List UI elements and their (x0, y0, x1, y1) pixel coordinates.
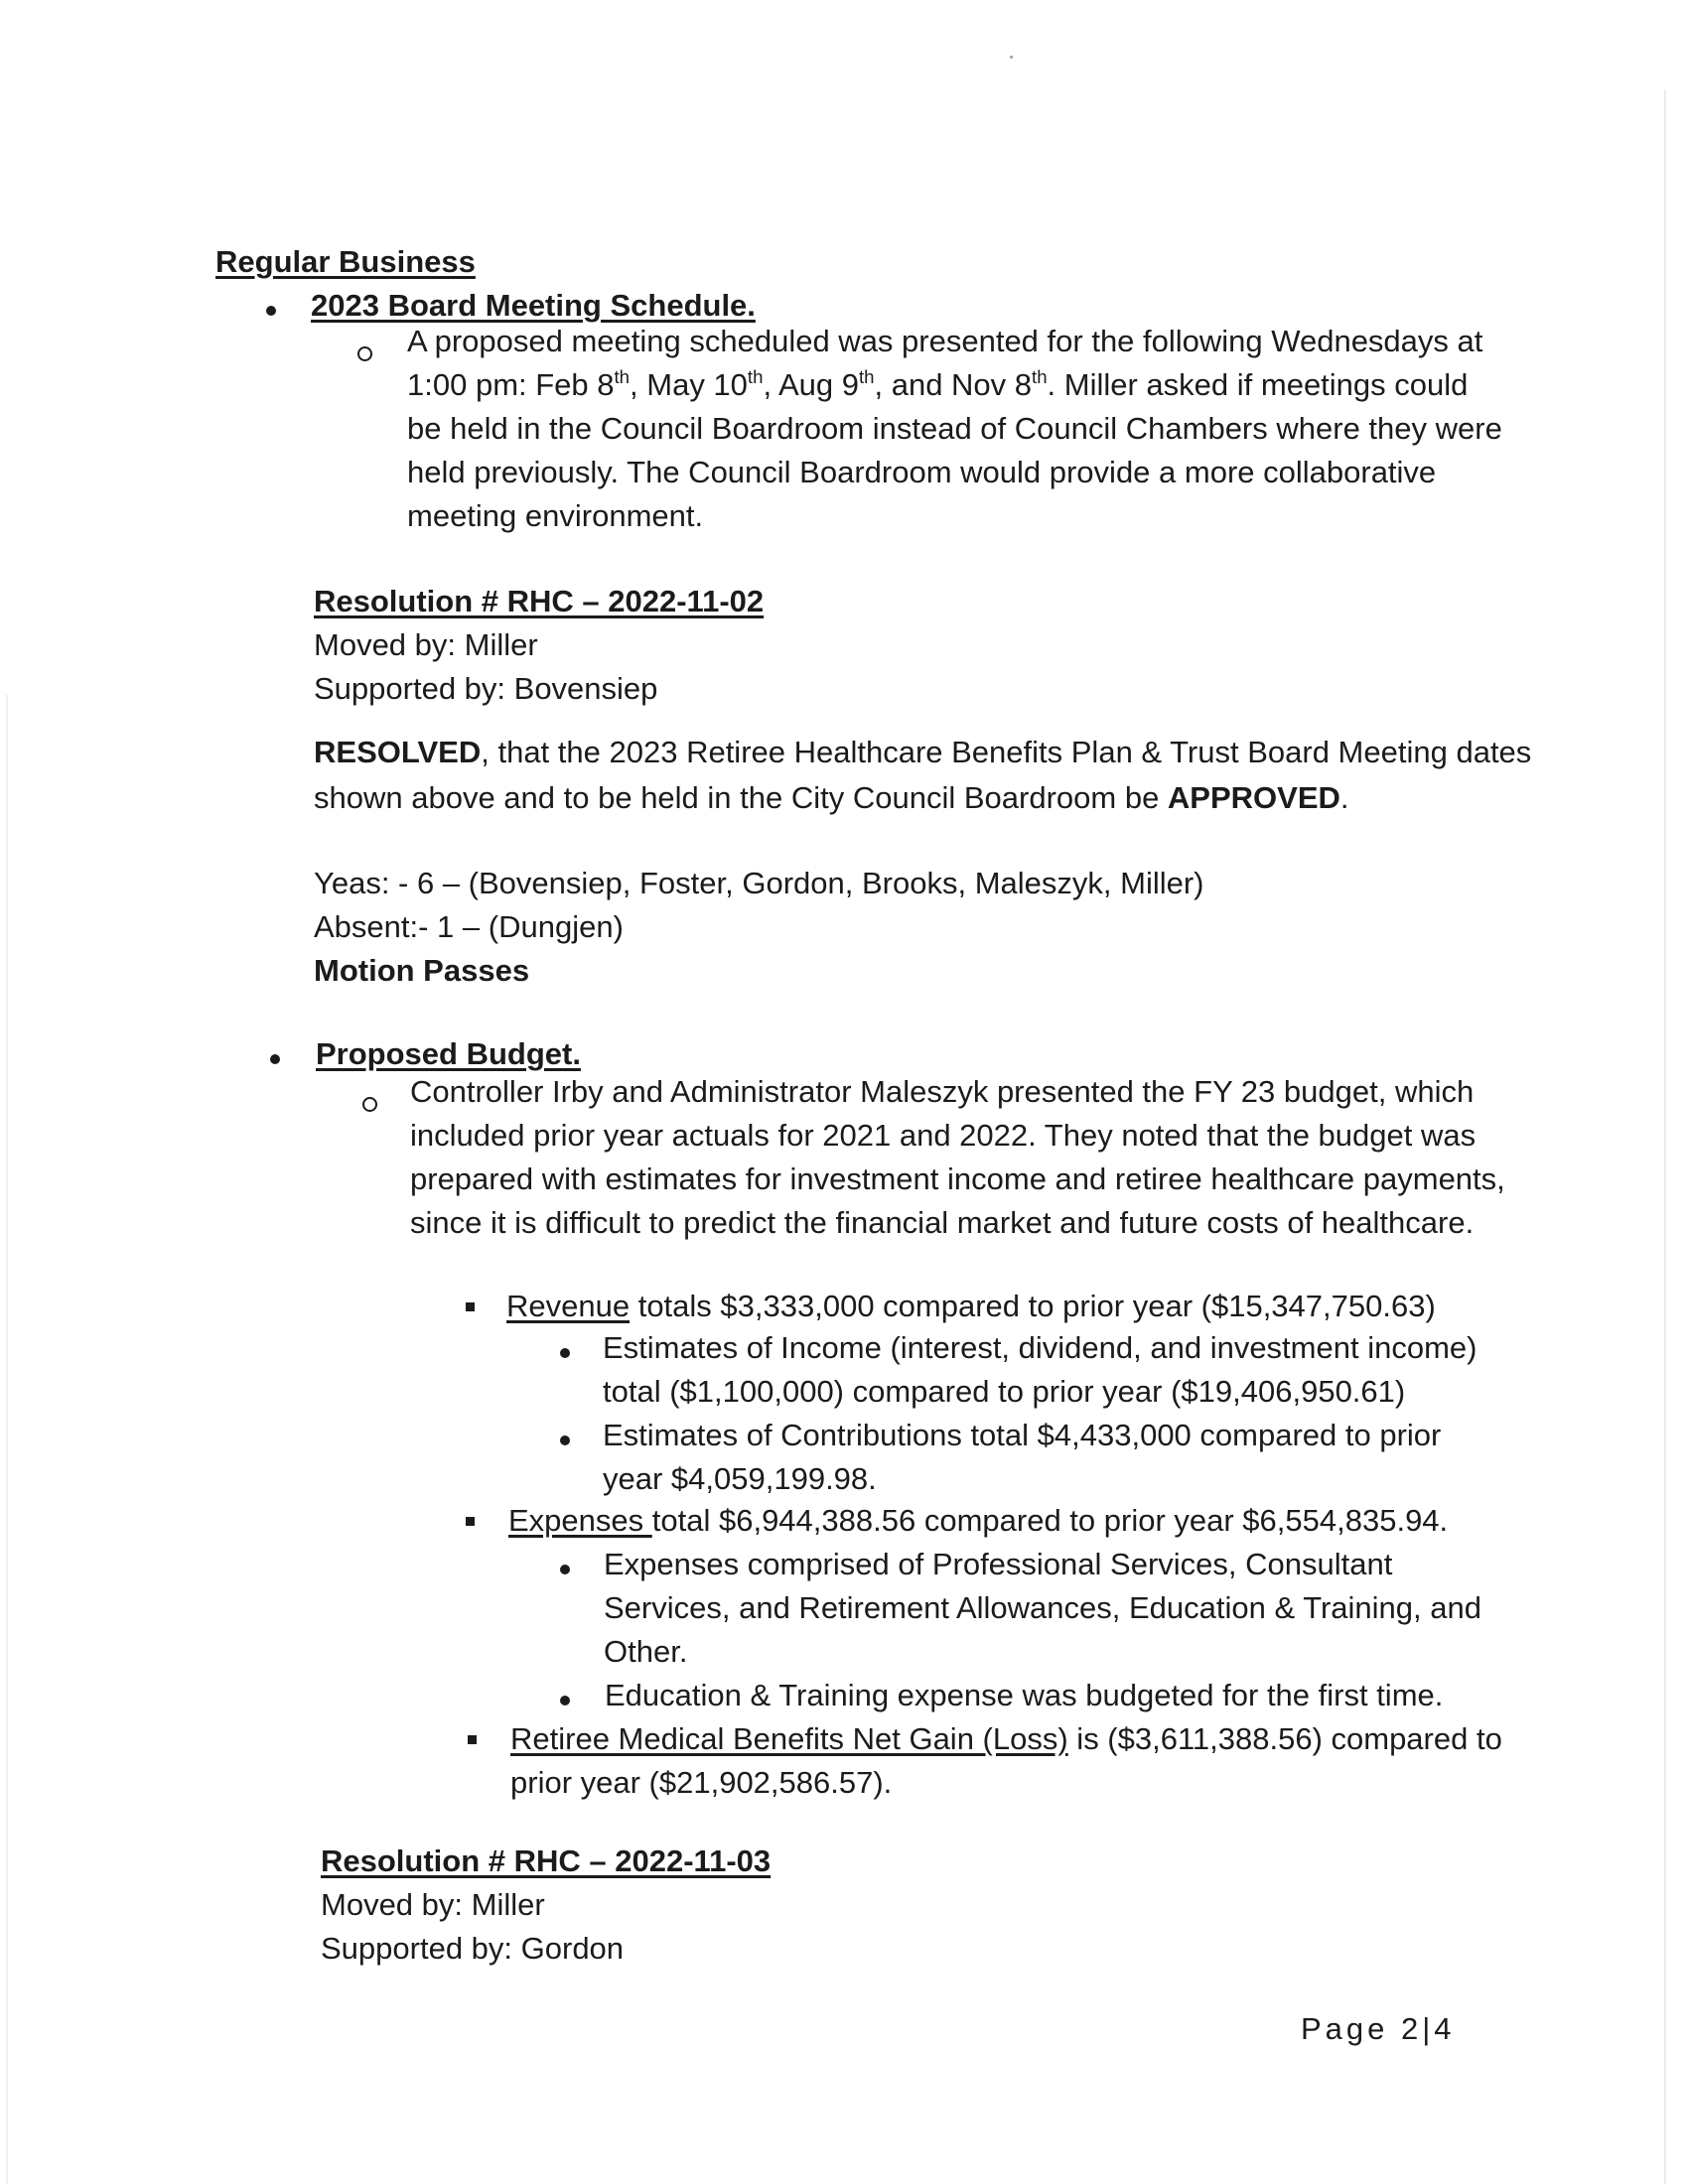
scan-speck (1010, 56, 1013, 59)
moved-by: Moved by: Miller (314, 627, 538, 662)
schedule-line: meeting environment. (407, 498, 704, 533)
motion-result: Motion Passes (314, 953, 530, 988)
section-heading: Regular Business (215, 244, 476, 279)
resolution-title: Resolution # RHC – 2022-11-02 (314, 584, 765, 618)
schedule-title: 2023 Board Meeting Schedule. (311, 288, 756, 323)
expenses-line: Expenses total $6,944,388.56 compared to prior year $6,554,835.94. (508, 1503, 1449, 1538)
bullet (560, 1565, 570, 1574)
income-estimate (603, 1326, 1477, 1414)
exp-comp-line: Services, and Retirement Allowances, Education & Training, and (604, 1590, 1481, 1625)
budget-line: Controller Irby and Administrator Maleszyk presented the FY 23 budget, which (410, 1074, 1475, 1109)
budget-paragraph (410, 1070, 1505, 1245)
square-bullet (468, 1735, 477, 1744)
bullet (560, 1348, 570, 1358)
budget-title: Proposed Budget. (316, 1036, 581, 1071)
income-line: Estimates of Income (interest, dividend, and investment income) (603, 1330, 1477, 1365)
sub-bullet (362, 1097, 377, 1112)
yeas-line: Yeas: - 6 – (Bovensiep, Foster, Gordon, Brooks, Maleszyk, Miller) (314, 866, 1204, 900)
resolved-line-1: RESOLVED, that the 2023 Retiree Healthcare Benefits Plan & Trust Board Meeting dates (314, 735, 1532, 769)
income-line: total ($1,100,000) compared to prior year ($19,406,950.61) (603, 1374, 1406, 1409)
schedule-line: A proposed meeting scheduled was presented for the following Wednesdays at (407, 324, 1483, 358)
schedule-paragraph (407, 320, 1502, 538)
budget-line: since it is difficult to predict the financial market and future costs of healthcare. (410, 1205, 1475, 1240)
page-number: Page 2|4 (1301, 2011, 1456, 2046)
budget-line: prepared with estimates for investment income and retiree healthcare payments, (410, 1161, 1505, 1196)
contrib-line: year $4,059,199.98. (603, 1461, 877, 1496)
revenue-line: Revenue totals $3,333,000 compared to prior year ($15,347,750.63) (506, 1289, 1436, 1323)
contrib-line: Estimates of Contributions total $4,433,000 compared to prior (603, 1418, 1442, 1452)
exp-comp-line: Expenses comprised of Professional Services, Consultant (604, 1547, 1393, 1581)
bullet (560, 1435, 570, 1445)
education-line: Education & Training expense was budgeted for the first time. (605, 1678, 1444, 1712)
scan-edge-left (6, 695, 8, 2184)
absent-line: Absent:- 1 – (Dungjen) (314, 909, 624, 944)
resolved-line-2: shown above and to be held in the City Council Boardroom be APPROVED. (314, 780, 1349, 815)
bullet (270, 1054, 280, 1064)
net-gain-loss (510, 1717, 1502, 1805)
moved-by: Moved by: Miller (321, 1887, 545, 1922)
bullet (266, 306, 276, 316)
schedule-line: 1:00 pm: Feb 8th, May 10th, Aug 9th, and Nov 8th. Miller asked if meetings could (407, 365, 1469, 402)
supported-by: Supported by: Bovensiep (314, 671, 658, 706)
bullet (560, 1696, 570, 1706)
budget-line: included prior year actuals for 2021 and 2022. They noted that the budget was (410, 1118, 1477, 1153)
scan-edge (1664, 89, 1666, 2184)
square-bullet (466, 1517, 475, 1526)
exp-comp-line: Other. (604, 1634, 688, 1669)
schedule-line: be held in the Council Boardroom instead of Council Chambers where they were (407, 411, 1502, 446)
sub-bullet (357, 346, 372, 361)
resolution-title: Resolution # RHC – 2022-11-03 (321, 1843, 772, 1878)
expenses-composition (604, 1543, 1481, 1674)
net-line: Retiree Medical Benefits Net Gain (Loss) is ($3,611,388.56) compared to (510, 1721, 1502, 1756)
square-bullet (466, 1302, 475, 1311)
supported-by: Supported by: Gordon (321, 1931, 625, 1966)
schedule-line: held previously. The Council Boardroom would provide a more collaborative (407, 455, 1437, 489)
net-line: prior year ($21,902,586.57). (510, 1765, 893, 1800)
contributions-estimate (603, 1414, 1441, 1501)
